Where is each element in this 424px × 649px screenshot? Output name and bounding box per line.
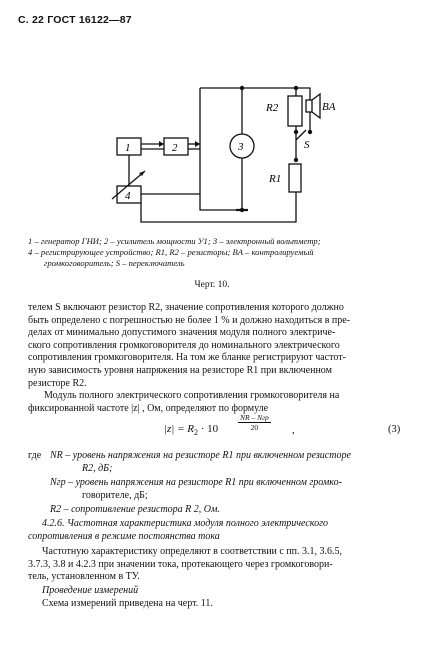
text-line: 3.7.3, 3.8 и 4.2.3 при значении тока, протекающего через громкоговори- [28, 558, 333, 570]
label-s: S [304, 139, 310, 151]
section-heading: 4.2.6. Частотная характеристика модуля полного электрического сопротивления в режиме постоянства тока [28, 518, 329, 542]
text-line: быть определено с погрешностью не более 1 % и должно находиться в пре- [28, 314, 351, 326]
speaker-body [306, 100, 312, 112]
resistor-r1 [289, 164, 301, 192]
text-line: делах от минимально допустимого значения модуля полного электриче- [28, 327, 336, 339]
figure-legend [28, 236, 406, 269]
formula-comma: , [292, 424, 295, 436]
label-ba: BA [322, 101, 336, 113]
legend-line: громкоговоритель; S – переключатель [44, 258, 185, 268]
text-line: ную зависимость уровня напряжения на резисторе R1 при включенном [28, 364, 332, 376]
text-line: тель, установленном в ТУ. [28, 571, 140, 583]
text-line: резисторе R2. [28, 377, 87, 389]
resistor-r2 [288, 96, 302, 126]
subheading: Проведение измерений [42, 585, 139, 596]
def-ngr: Nгр – уровень напряжения на резисторе R1 при включенном громко- [50, 477, 342, 488]
formula: $|z| = R_2 \cdot 10$ [164, 423, 219, 438]
text-line: телем S включают резистор R2, значение сопротивления которого должно [28, 302, 344, 313]
figure-caption: Черт. 10. [194, 280, 230, 290]
last-line: Схема измерений приведена на черт. 11. [42, 598, 213, 609]
circuit-diagram [0, 0, 424, 232]
label-block-2: 2 [172, 142, 178, 154]
formula-number: (3) [388, 424, 401, 435]
page-header: С. 22 ГОСТ 16122—87 [18, 14, 132, 26]
def-nr: NR – уровень напряжения на резисторе R1 при включенном резисторе [50, 450, 351, 461]
text-line: Модуль полного электрического сопротивления громкоговорителя на [44, 390, 340, 401]
paragraph-3 [28, 546, 406, 584]
def-r2: R2 – сопротивление резистора R 2, Ом. [50, 504, 220, 515]
label-block-4: 4 [125, 190, 131, 202]
text-line: Частотную характеристику определяют в соответствии с пп. 3.1, 3.6.5, [42, 546, 343, 557]
label-r1: R1 [269, 173, 282, 185]
formula-exponent: NR – Nгр 20 [240, 413, 269, 432]
paragraph-2 [28, 390, 406, 403]
paragraph-1 [28, 302, 406, 390]
text-line: ского сопротивления громкоговорителя до номинального электрического [28, 339, 340, 351]
legend-line: 4 – регистрирующее устройство; R1, R2 – резисторы; BA – контролируемый [28, 247, 314, 257]
paragraph-2-line2: фиксированной частоте |z| , Ом, определяют по формуле [28, 403, 269, 414]
legend-line: 1 – генератор ГНИ; 2 – усилитель мощности У1; 3 – электронный вольтметр; [28, 236, 321, 246]
label-r2: R2 [266, 102, 279, 114]
label-block-3: 3 [238, 141, 244, 153]
text-line: сопротивления громкоговорителя. На том же бланке регистрируют частот- [28, 352, 346, 364]
speaker-cone [312, 94, 320, 118]
label-block-1: 1 [125, 142, 131, 154]
